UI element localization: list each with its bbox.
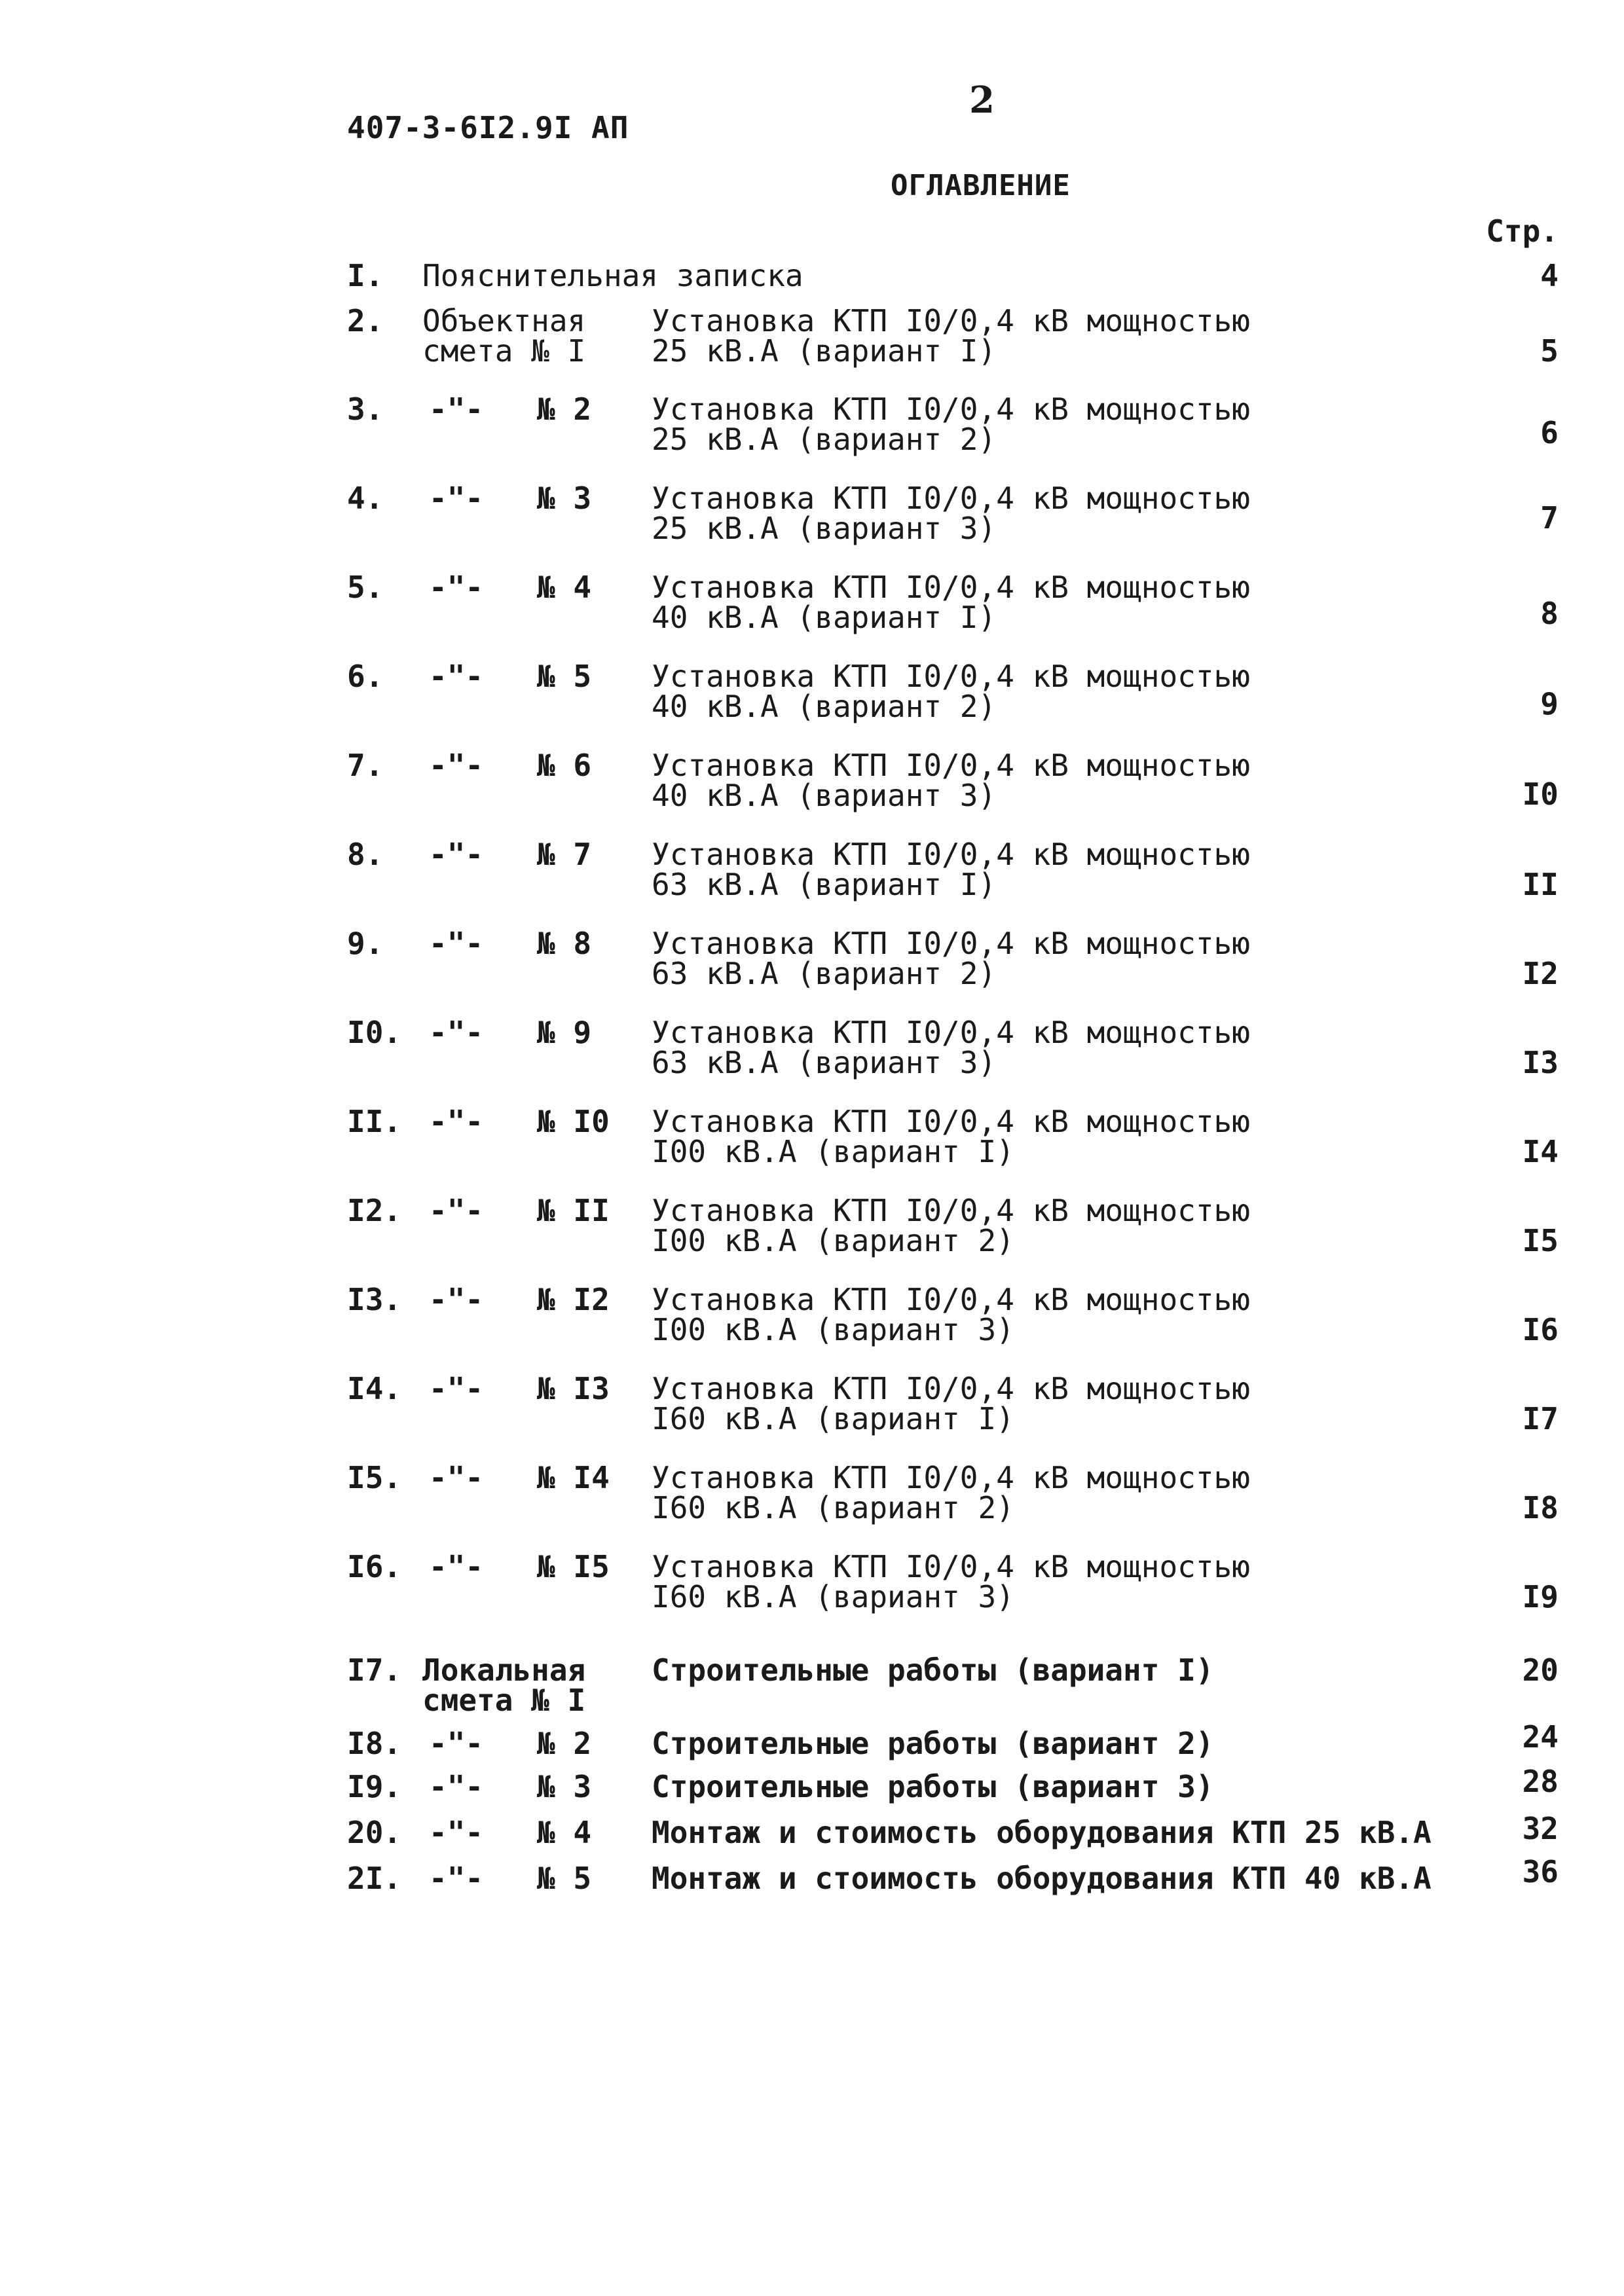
entry-page: 28	[1522, 1764, 1559, 1799]
entry-number: I8.	[347, 1726, 402, 1761]
ditto-mark: -"-	[429, 659, 484, 694]
entry-description: Пояснительная записка	[422, 258, 803, 293]
entry-number: 2.	[347, 303, 384, 338]
ditto-mark: -"-	[429, 570, 484, 605]
entry-page: 20	[1522, 1652, 1559, 1688]
entry-description: Установка КТП I0/0,4 кВ мощностью I00 кВ.А (вариант I)	[652, 1104, 1250, 1169]
entry-number: 4.	[347, 481, 384, 516]
entry-page: 24	[1522, 1719, 1559, 1755]
entry-number: I9.	[347, 1769, 402, 1804]
entry-number: 5.	[347, 570, 384, 605]
entry-number: 8.	[347, 837, 384, 872]
entry-doc-number: № I5	[537, 1549, 610, 1584]
entry-page: I9	[1522, 1579, 1559, 1614]
entry-description: Монтаж и стоимость оборудования КТП 40 кВ.А	[652, 1861, 1431, 1896]
entry-page: I6	[1522, 1312, 1559, 1347]
entry-description: Установка КТП I0/0,4 кВ мощностью I60 кВ.А (вариант I)	[652, 1371, 1250, 1436]
entry-page: 9	[1540, 686, 1559, 721]
entry-description: Установка КТП I0/0,4 кВ мощностью 25 кВ.А (вариант 3)	[652, 481, 1250, 546]
entry-doc-number: № 5	[537, 659, 592, 694]
entry-doc-number: № 2	[537, 1726, 592, 1761]
entry-number: I.	[347, 258, 384, 293]
ditto-mark: -"-	[429, 1549, 484, 1584]
entry-page: I8	[1522, 1490, 1559, 1525]
entry-number: I7.	[347, 1652, 402, 1688]
page-column-header: Стр.	[1486, 213, 1559, 249]
entry-page: 32	[1522, 1811, 1559, 1846]
entry-doc-number: № 6	[537, 748, 592, 783]
document-code: 407-3-6I2.9I АП	[347, 110, 629, 145]
entry-description: Установка КТП I0/0,4 кВ мощностью I00 кВ.А (вариант 3)	[652, 1282, 1250, 1347]
ditto-mark: -"-	[429, 1726, 484, 1761]
entry-doc-number: № 3	[537, 481, 592, 516]
entry-description: Установка КТП I0/0,4 кВ мощностью 63 кВ.А (вариант 2)	[652, 926, 1250, 991]
ditto-mark: -"-	[429, 1769, 484, 1804]
entry-description: Установка КТП I0/0,4 кВ мощностью 25 кВ.А (вариант I)	[652, 303, 1250, 369]
entry-doc-number: № 5	[537, 1861, 592, 1896]
entry-doc-number: № 8	[537, 926, 592, 961]
entry-doc-number: № I2	[537, 1282, 610, 1317]
entry-number: 6.	[347, 659, 384, 694]
entry-page: I2	[1522, 956, 1559, 991]
entry-doc-number: № I0	[537, 1104, 610, 1139]
entry-description: Монтаж и стоимость оборудования КТП 25 кВ.А	[652, 1815, 1431, 1850]
entry-doc-number: № 4	[537, 1815, 592, 1850]
toc-title: ОГЛАВЛЕНИЕ	[891, 169, 1071, 202]
ditto-mark: -"-	[429, 1193, 484, 1228]
entry-number: I3.	[347, 1282, 402, 1317]
ditto-mark: -"-	[429, 748, 484, 783]
entry-number: I6.	[347, 1549, 402, 1584]
entry-doc-number: № I4	[537, 1460, 610, 1495]
ditto-mark: -"-	[429, 837, 484, 872]
entry-description: Установка КТП I0/0,4 кВ мощностью 40 кВ.А (вариант I)	[652, 570, 1250, 635]
entry-kind: Локальная смета № I	[422, 1652, 586, 1718]
entry-description: Строительные работы (вариант 2)	[652, 1726, 1214, 1761]
entry-page: II	[1522, 867, 1559, 902]
entry-page: I4	[1522, 1134, 1559, 1169]
entry-description: Установка КТП I0/0,4 кВ мощностью I00 кВ.А (вариант 2)	[652, 1193, 1250, 1258]
entry-doc-number: № 9	[537, 1015, 592, 1050]
ditto-mark: -"-	[429, 1861, 484, 1896]
ditto-mark: -"-	[429, 481, 484, 516]
entry-number: I5.	[347, 1460, 402, 1495]
entry-doc-number: № 2	[537, 392, 592, 427]
entry-number: I0.	[347, 1015, 402, 1050]
entry-description: Установка КТП I0/0,4 кВ мощностью 63 кВ.А (вариант 3)	[652, 1015, 1250, 1080]
entry-doc-number: № I3	[537, 1371, 610, 1406]
entry-description: Строительные работы (вариант I)	[652, 1652, 1214, 1688]
entry-description: Установка КТП I0/0,4 кВ мощностью 40 кВ.А (вариант 3)	[652, 748, 1250, 813]
entry-page: 8	[1540, 596, 1559, 631]
entry-number: 3.	[347, 392, 384, 427]
entry-doc-number: № 7	[537, 837, 592, 872]
entry-description: Установка КТП I0/0,4 кВ мощностью 63 кВ.А (вариант I)	[652, 837, 1250, 902]
entry-page: I7	[1522, 1401, 1559, 1436]
entry-number: 7.	[347, 748, 384, 783]
ditto-mark: -"-	[429, 1815, 484, 1850]
ditto-mark: -"-	[429, 1015, 484, 1050]
entry-page: I0	[1522, 776, 1559, 812]
entry-page: 5	[1540, 333, 1559, 369]
entry-page: I5	[1522, 1223, 1559, 1258]
entry-number: I4.	[347, 1371, 402, 1406]
entry-number: II.	[347, 1104, 402, 1139]
entry-description: Установка КТП I0/0,4 кВ мощностью 40 кВ.А (вариант 2)	[652, 659, 1250, 724]
ditto-mark: -"-	[429, 1371, 484, 1406]
entry-page: 6	[1540, 415, 1559, 450]
entry-number: 20.	[347, 1815, 402, 1850]
ditto-mark: -"-	[429, 1104, 484, 1139]
entry-description: Установка КТП I0/0,4 кВ мощностью I60 кВ.А (вариант 2)	[652, 1460, 1250, 1525]
entry-kind: Объектная смета № I	[422, 303, 586, 369]
entry-doc-number: № 3	[537, 1769, 592, 1804]
entry-doc-number: № II	[537, 1193, 610, 1228]
entry-doc-number: № 4	[537, 570, 592, 605]
entry-page: I3	[1522, 1045, 1559, 1080]
entry-number: 9.	[347, 926, 384, 961]
entry-page: 7	[1540, 500, 1559, 536]
ditto-mark: -"-	[429, 392, 484, 427]
entry-number: I2.	[347, 1193, 402, 1228]
entry-description: Установка КТП I0/0,4 кВ мощностью I60 кВ.А (вариант 3)	[652, 1549, 1250, 1614]
ditto-mark: -"-	[429, 1282, 484, 1317]
entry-number: 2I.	[347, 1861, 402, 1896]
ditto-mark: -"-	[429, 1460, 484, 1495]
ditto-mark: -"-	[429, 926, 484, 961]
entry-page: 36	[1522, 1854, 1559, 1889]
entry-description: Строительные работы (вариант 3)	[652, 1769, 1214, 1804]
entry-page: 4	[1540, 258, 1559, 293]
entry-description: Установка КТП I0/0,4 кВ мощностью 25 кВ.А (вариант 2)	[652, 392, 1250, 457]
page-number: 2	[969, 79, 995, 122]
